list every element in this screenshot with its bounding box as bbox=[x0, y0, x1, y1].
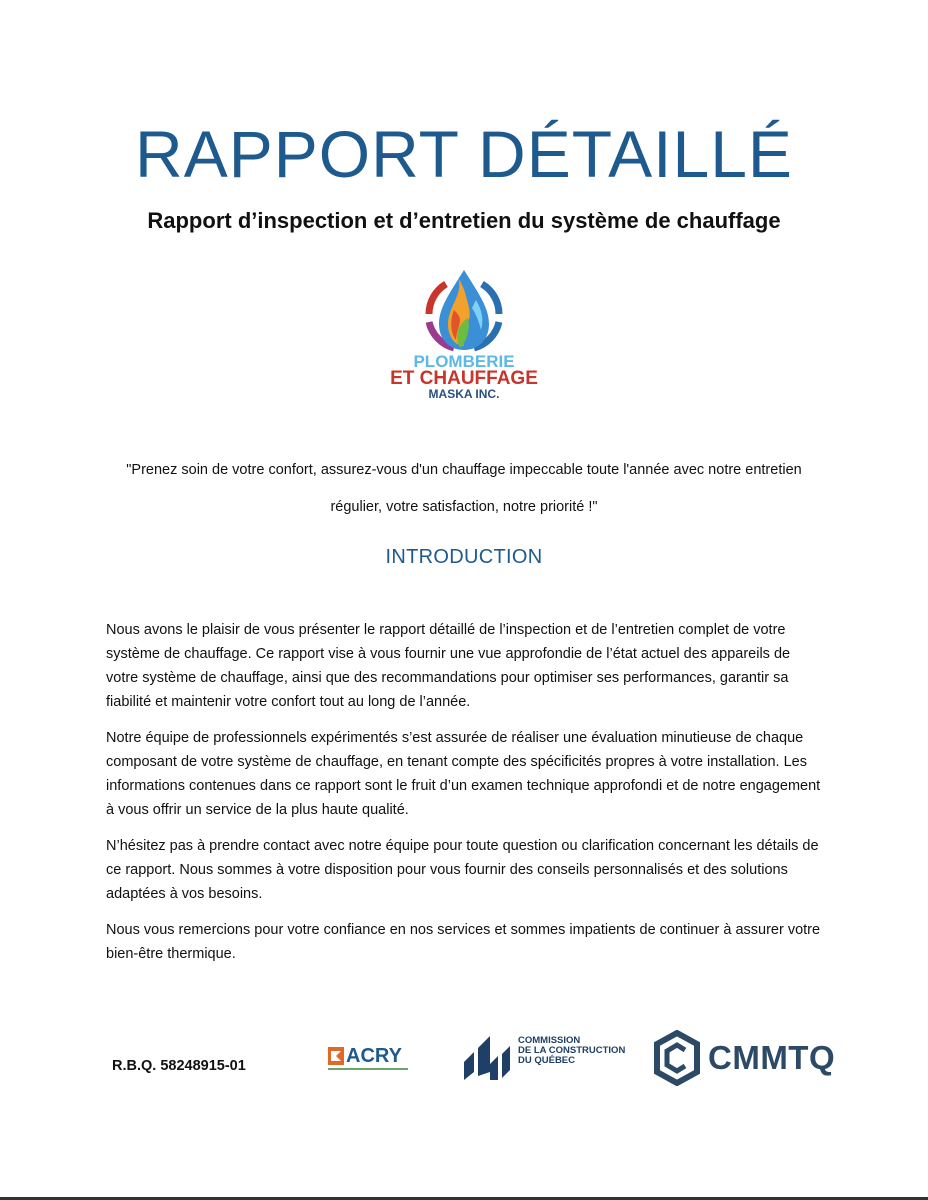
ccq-logo-text bbox=[518, 1036, 625, 1066]
ccq-mark-icon bbox=[460, 1032, 512, 1084]
introduction-body bbox=[106, 618, 826, 978]
ccq-logo bbox=[460, 1032, 630, 1084]
paragraph: Notre équipe de professionnels expérimentés s’est assurée de réaliser une évaluation minutieuse de chaque composant de votre système de chauffage, en tenant compte des spécificités propres à votre installation. Les informations contenues dans ce rapport sont le fruit d’un examen technique approfondi et de notre engagement à vous offrir un service de la plus haute qualité. bbox=[106, 730, 821, 818]
slogan-quote bbox=[96, 452, 832, 526]
paragraph: Nous vous remercions pour votre confiance en nos services et sommes impatients de continuer à assurer votre bien-être thermique. bbox=[106, 922, 821, 962]
cmmtq-logo-text: CMMTQ bbox=[708, 1039, 836, 1076]
acry-logo-text: ACRY bbox=[346, 1045, 402, 1067]
page-title: RAPPORT DÉTAILLÉ bbox=[135, 117, 793, 191]
ccq-line-3: DU QUÉBEC bbox=[518, 1055, 576, 1066]
paragraph: Nous avons le plaisir de vous présenter le rapport détaillé de l’inspection et de l’entretien complet de votre système de chauffage. Ce rapport vise à vous fournir une vue approfondie de l’état actuel des appareils de votre système de chauffage, ainsi que des recommandations pour optimiser ses performances, garantir sa fiabilité et maintenir votre confort tout au long de l’année. bbox=[106, 622, 791, 710]
acry-mark-icon bbox=[328, 1047, 344, 1065]
acry-logo bbox=[328, 1045, 408, 1075]
cmmtq-mark-icon bbox=[653, 1030, 701, 1086]
ccq-line-1: COMMISSION bbox=[518, 1035, 581, 1046]
paragraph: N’hésitez pas à prendre contact avec notre équipe pour toute question ou clarification concernant les détails de ce rapport. Nous sommes à votre disposition pour vous fournir des conseils personnalisés et des solutions adaptées à vos besoins. bbox=[106, 838, 819, 902]
section-heading-introduction: INTRODUCTION bbox=[385, 546, 543, 568]
cmmtq-logo bbox=[653, 1030, 836, 1086]
quote-line-1: "Prenez soin de votre confort, assurez-vous d'un chauffage impeccable toute l'année avec notre entretien bbox=[126, 462, 802, 478]
flame-drop-icon bbox=[384, 266, 544, 356]
logo-line-plomberie: PLOMBERIE bbox=[413, 352, 515, 371]
company-logo bbox=[384, 266, 544, 411]
logo-line-chauffage: ET CHAUFFAGE bbox=[390, 368, 538, 389]
ccq-line-2: DE LA CONSTRUCTION bbox=[518, 1045, 626, 1056]
acry-underline bbox=[328, 1068, 408, 1070]
page-subtitle: Rapport d’inspection et d’entretien du système de chauffage bbox=[147, 208, 781, 233]
logo-line-maska: MASKA INC. bbox=[428, 387, 500, 401]
rbq-license-number: R.B.Q. 58248915-01 bbox=[112, 1058, 246, 1074]
quote-line-2: régulier, votre satisfaction, notre priorité !" bbox=[330, 499, 598, 515]
